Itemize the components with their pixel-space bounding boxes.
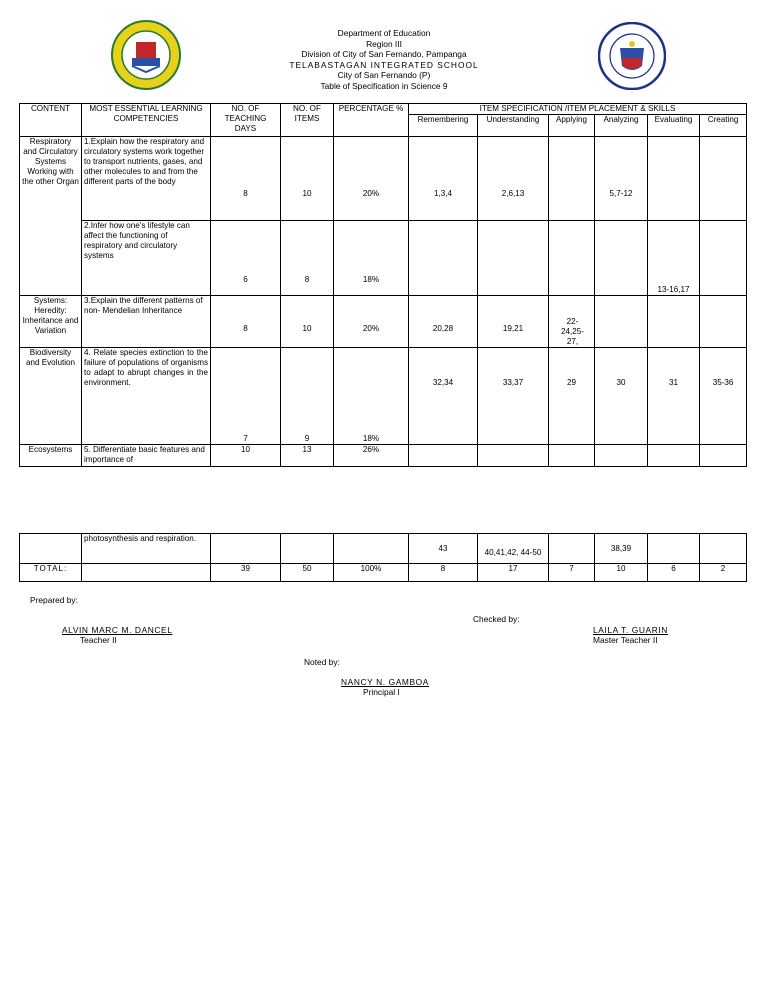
document-title: Table of Specification in Science 9 — [320, 80, 448, 91]
document-header — [0, 28, 768, 92]
remembering-cell — [409, 221, 478, 296]
city-line: City of San Fernando (P) — [337, 70, 431, 81]
understanding-cell: 33,37 — [478, 348, 549, 445]
remembering-cell: 43 — [409, 534, 478, 564]
table-row — [20, 221, 747, 296]
percentage-cell: 26% — [334, 445, 409, 467]
remembering-cell — [409, 445, 478, 467]
prepared-by-name: ALVIN MARC M. DANCEL — [62, 625, 173, 635]
days-cell: 6 — [211, 221, 281, 296]
creating-cell — [700, 137, 747, 221]
table-row — [20, 534, 747, 564]
header-row — [20, 104, 747, 115]
analyzing-cell — [595, 221, 648, 296]
percentage-cell: 18% — [334, 221, 409, 296]
evaluating-cell — [648, 296, 700, 348]
evaluating-cell — [648, 137, 700, 221]
items-cell: 10 — [281, 296, 334, 348]
competency-cell: 2.Infer how one's lifestyle can affect the functioning of respiratory and circulatory systems — [82, 221, 211, 296]
division-line: Division of City of San Fernando, Pampanga — [301, 49, 467, 60]
header-competencies: MOST ESSENTIAL LEARNING COMPETENCIES — [82, 104, 211, 137]
understanding-cell: 19,21 — [478, 296, 549, 348]
evaluating-cell — [648, 445, 700, 467]
understanding-cell: 2,6,13 — [478, 137, 549, 221]
header-evaluating: Evaluating — [648, 115, 700, 137]
items-cell: 9 — [281, 348, 334, 445]
percentage-cell: 20% — [334, 137, 409, 221]
understanding-cell — [478, 221, 549, 296]
specification-table-continued — [19, 533, 747, 582]
understanding-cell: 40,41,42, 44-50 — [478, 534, 549, 564]
days-cell: 8 — [211, 137, 281, 221]
percentage-cell — [334, 534, 409, 564]
content-cell: Respiratory and Circulatory Systems Working with the other Organ — [20, 137, 82, 296]
total-creating: 2 — [700, 564, 747, 582]
total-label: TOTAL: — [20, 564, 82, 582]
header-creating: Creating — [700, 115, 747, 137]
header-spec: ITEM SPECIFICATION /ITEM PLACEMENT & SKILLS — [409, 104, 747, 115]
header-days: NO. OF TEACHING DAYS — [211, 104, 281, 137]
creating-cell — [700, 221, 747, 296]
items-cell — [281, 534, 334, 564]
creating-cell — [700, 534, 747, 564]
percentage-cell: 18% — [334, 348, 409, 445]
applying-cell — [549, 137, 595, 221]
prepared-by-label: Prepared by: — [30, 595, 78, 605]
noted-by-title: Principal I — [363, 687, 400, 697]
analyzing-cell — [595, 296, 648, 348]
total-remembering: 8 — [409, 564, 478, 582]
creating-cell: 35-36 — [700, 348, 747, 445]
analyzing-cell: 5,7-12 — [595, 137, 648, 221]
table-row — [20, 348, 747, 445]
region-line: Region III — [366, 38, 402, 49]
total-understanding: 17 — [478, 564, 549, 582]
header-understanding: Understanding — [478, 115, 549, 137]
creating-cell — [700, 445, 747, 467]
total-applying: 7 — [549, 564, 595, 582]
header-applying: Applying — [549, 115, 595, 137]
total-days: 39 — [211, 564, 281, 582]
content-cell — [20, 534, 82, 564]
noted-by-name: NANCY N. GAMBOA — [341, 677, 429, 687]
total-items: 50 — [281, 564, 334, 582]
days-cell: 8 — [211, 296, 281, 348]
table-row — [20, 445, 747, 467]
content-cell: Biodiversity and Evolution — [20, 348, 82, 445]
competency-cell: photosynthesis and respiration. — [82, 534, 211, 564]
analyzing-cell — [595, 445, 648, 467]
school-name: TELABASTAGAN INTEGRATED SCHOOL — [289, 59, 479, 70]
remembering-cell: 1,3,4 — [409, 137, 478, 221]
applying-cell: 29 — [549, 348, 595, 445]
remembering-cell: 20,28 — [409, 296, 478, 348]
competency-cell: 3.Explain the different patterns of non- Mendelian Inheritance — [82, 296, 211, 348]
noted-by-label: Noted by: — [304, 657, 340, 667]
items-cell: 13 — [281, 445, 334, 467]
evaluating-cell: 13-16,17 — [648, 221, 700, 296]
understanding-cell — [478, 445, 549, 467]
competency-cell: 4. Relate species extinction to the failure of populations of organisms to adapt to abrupt changes in the environment. — [82, 348, 211, 445]
header-items: NO. OF ITEMS — [281, 104, 334, 137]
days-cell — [211, 534, 281, 564]
competency-cell: 1.Explain how the respiratory and circulatory systems work together to transport nutrients, gases, and other molecules to and from the different parts of the body — [82, 137, 211, 221]
prepared-by-title: Teacher II — [80, 635, 117, 645]
total-evaluating: 6 — [648, 564, 700, 582]
total-percentage: 100% — [334, 564, 409, 582]
days-cell: 10 — [211, 445, 281, 467]
checked-by-label: Checked by: — [473, 614, 520, 624]
table-row — [20, 296, 747, 348]
analyzing-cell: 38,39 — [595, 534, 648, 564]
applying-cell: 22-24,25-27, — [549, 296, 595, 348]
checked-by-name: LAILA T. GUARIN — [593, 625, 668, 635]
content-cell: Systems: Heredity: Inheritance and Variation — [20, 296, 82, 348]
table-row — [20, 137, 747, 221]
competency-cell — [82, 564, 211, 582]
creating-cell — [700, 296, 747, 348]
content-cell: Ecosystems — [20, 445, 82, 467]
percentage-cell: 20% — [334, 296, 409, 348]
header-content: CONTENT — [20, 104, 82, 137]
header-percentage: PERCENTAGE % — [334, 104, 409, 137]
applying-cell — [549, 534, 595, 564]
total-row — [20, 564, 747, 582]
remembering-cell: 32,34 — [409, 348, 478, 445]
applying-cell — [549, 445, 595, 467]
analyzing-cell: 30 — [595, 348, 648, 445]
days-cell: 7 — [211, 348, 281, 445]
total-analyzing: 10 — [595, 564, 648, 582]
applying-cell — [549, 221, 595, 296]
items-cell: 10 — [281, 137, 334, 221]
header-remembering: Remembering — [409, 115, 478, 137]
items-cell: 8 — [281, 221, 334, 296]
competency-cell: 5. Differentiate basic features and importance of — [82, 445, 211, 467]
evaluating-cell: 31 — [648, 348, 700, 445]
header-analyzing: Analyzing — [595, 115, 648, 137]
department-line: Department of Education — [337, 28, 431, 38]
specification-table — [19, 103, 747, 467]
evaluating-cell — [648, 534, 700, 564]
checked-by-title: Master Teacher II — [593, 635, 658, 645]
